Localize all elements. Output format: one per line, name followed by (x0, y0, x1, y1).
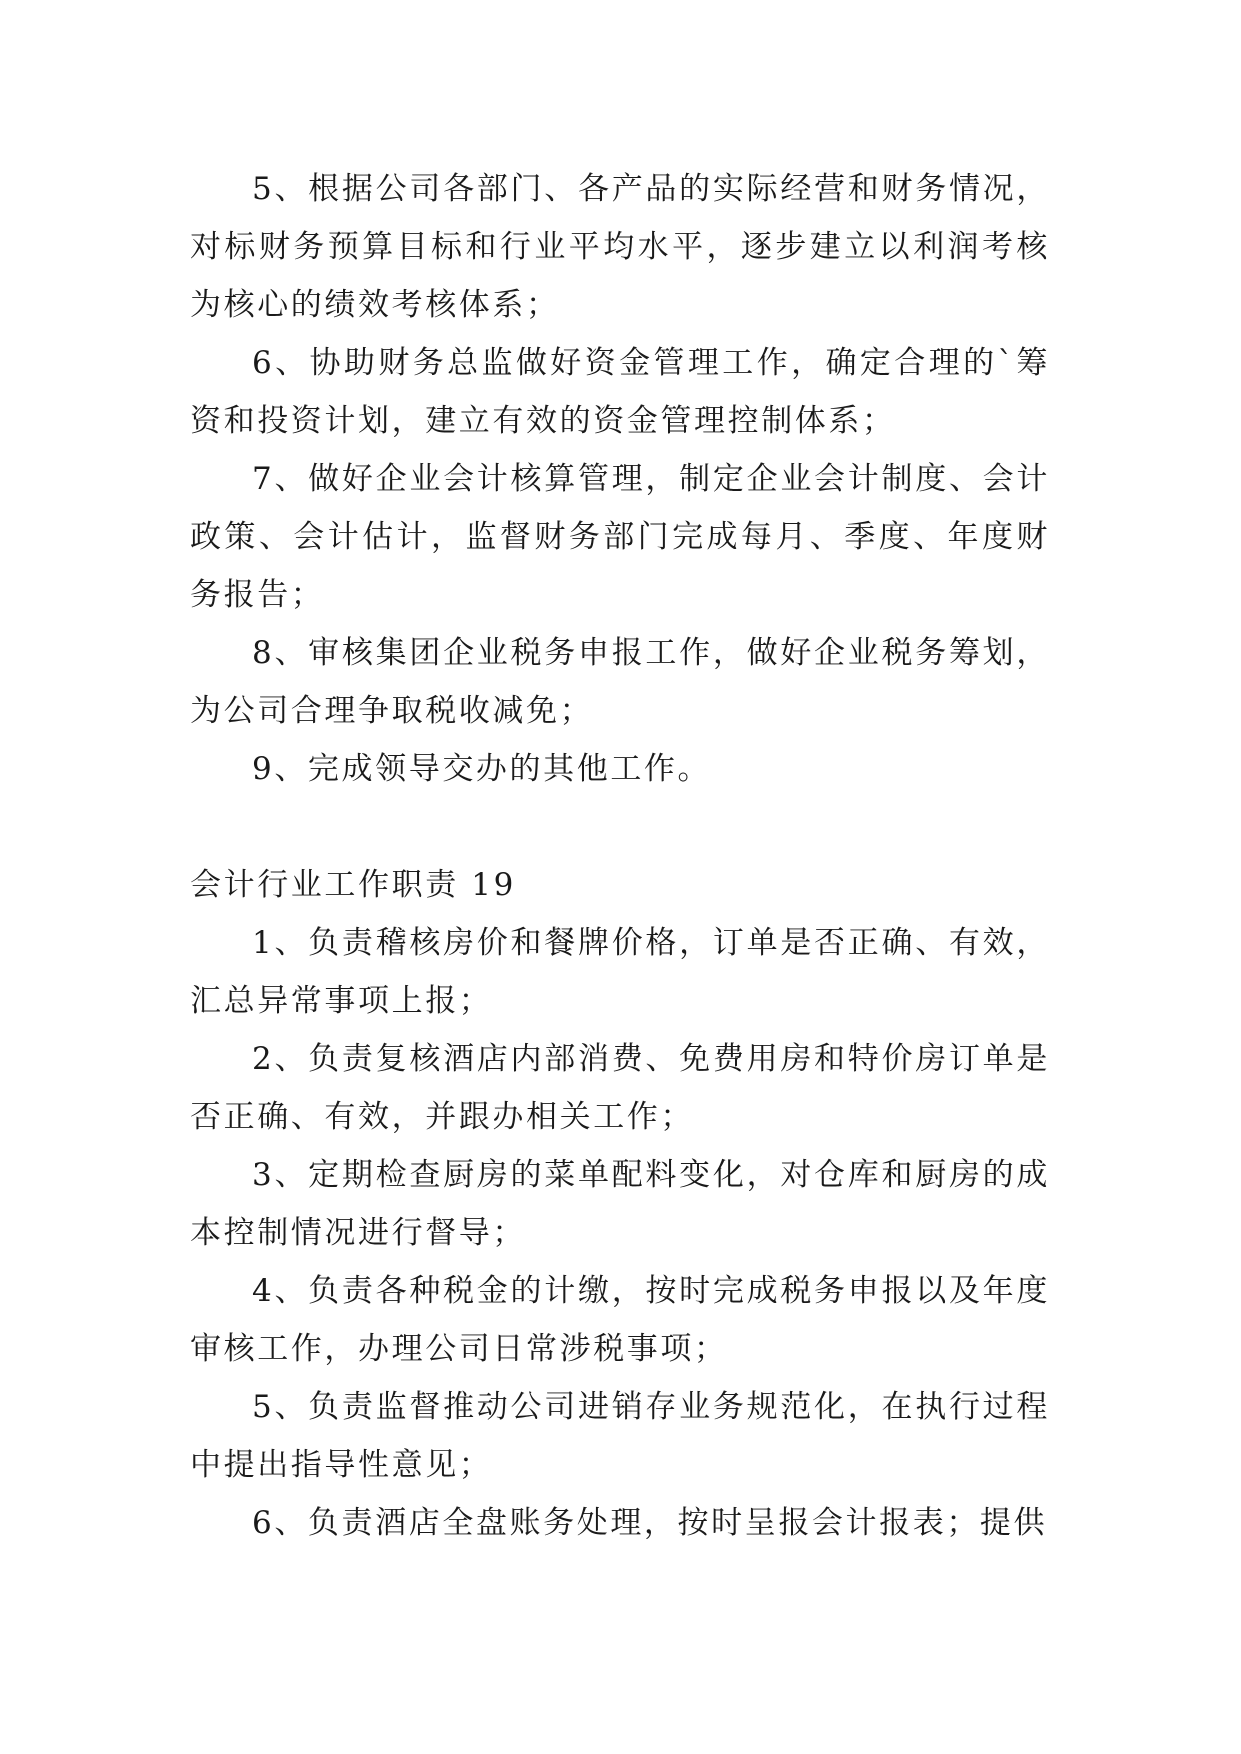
paragraph-item-5-profit-assessment: 5、根据公司各部门、各产品的实际经营和财务情况，对标财务预算目标和行业平均水平，逐步建立以利润考核为核心的绩效考核体系； (190, 171, 1050, 323)
paragraph-item-4-tax-payment: 4、负责各种税金的计缴，按时完成税务申报以及年度审核工作，办理公司日常涉税事项； (190, 1273, 1050, 1367)
paragraph-item-7-accounting-management: 7、做好企业会计核算管理，制定企业会计制度、会计政策、会计估计，监督财务部门完成每月、季度、年度财务报告； (190, 461, 1050, 613)
paragraph-item-1-price-audit: 1、负责稽核房价和餐牌价格，订单是否正确、有效，汇总异常事项上报； (190, 925, 1050, 1019)
section-heading: 会计行业工作职责 19 (190, 867, 516, 903)
document-body (190, 160, 1050, 1552)
paragraph-item-2-internal-consumption: 2、负责复核酒店内部消费、免费用房和特价房订单是否正确、有效，并跟办相关工作； (190, 1041, 1050, 1135)
paragraph-item-8-tax-review: 8、审核集团企业税务申报工作，做好企业税务筹划，为公司合理争取税收减免； (190, 635, 1050, 729)
paragraph-item-6-funds-management: 6、协助财务总监做好资金管理工作，确定合理的`筹资和投资计划，建立有效的资金管理控制体系； (190, 345, 1050, 439)
paragraph-item-3-kitchen-inspection: 3、定期检查厨房的菜单配料变化，对仓库和厨房的成本控制情况进行督导； (190, 1157, 1050, 1251)
paragraph-item-5-inventory-standardization: 5、负责监督推动公司进销存业务规范化，在执行过程中提出指导性意见； (190, 1389, 1050, 1483)
paragraph-item-6-hotel-accounts: 6、负责酒店全盘账务处理，按时呈报会计报表；提供 (252, 1505, 1048, 1541)
paragraph-item-9-other-tasks: 9、完成领导交办的其他工作。 (252, 751, 712, 787)
